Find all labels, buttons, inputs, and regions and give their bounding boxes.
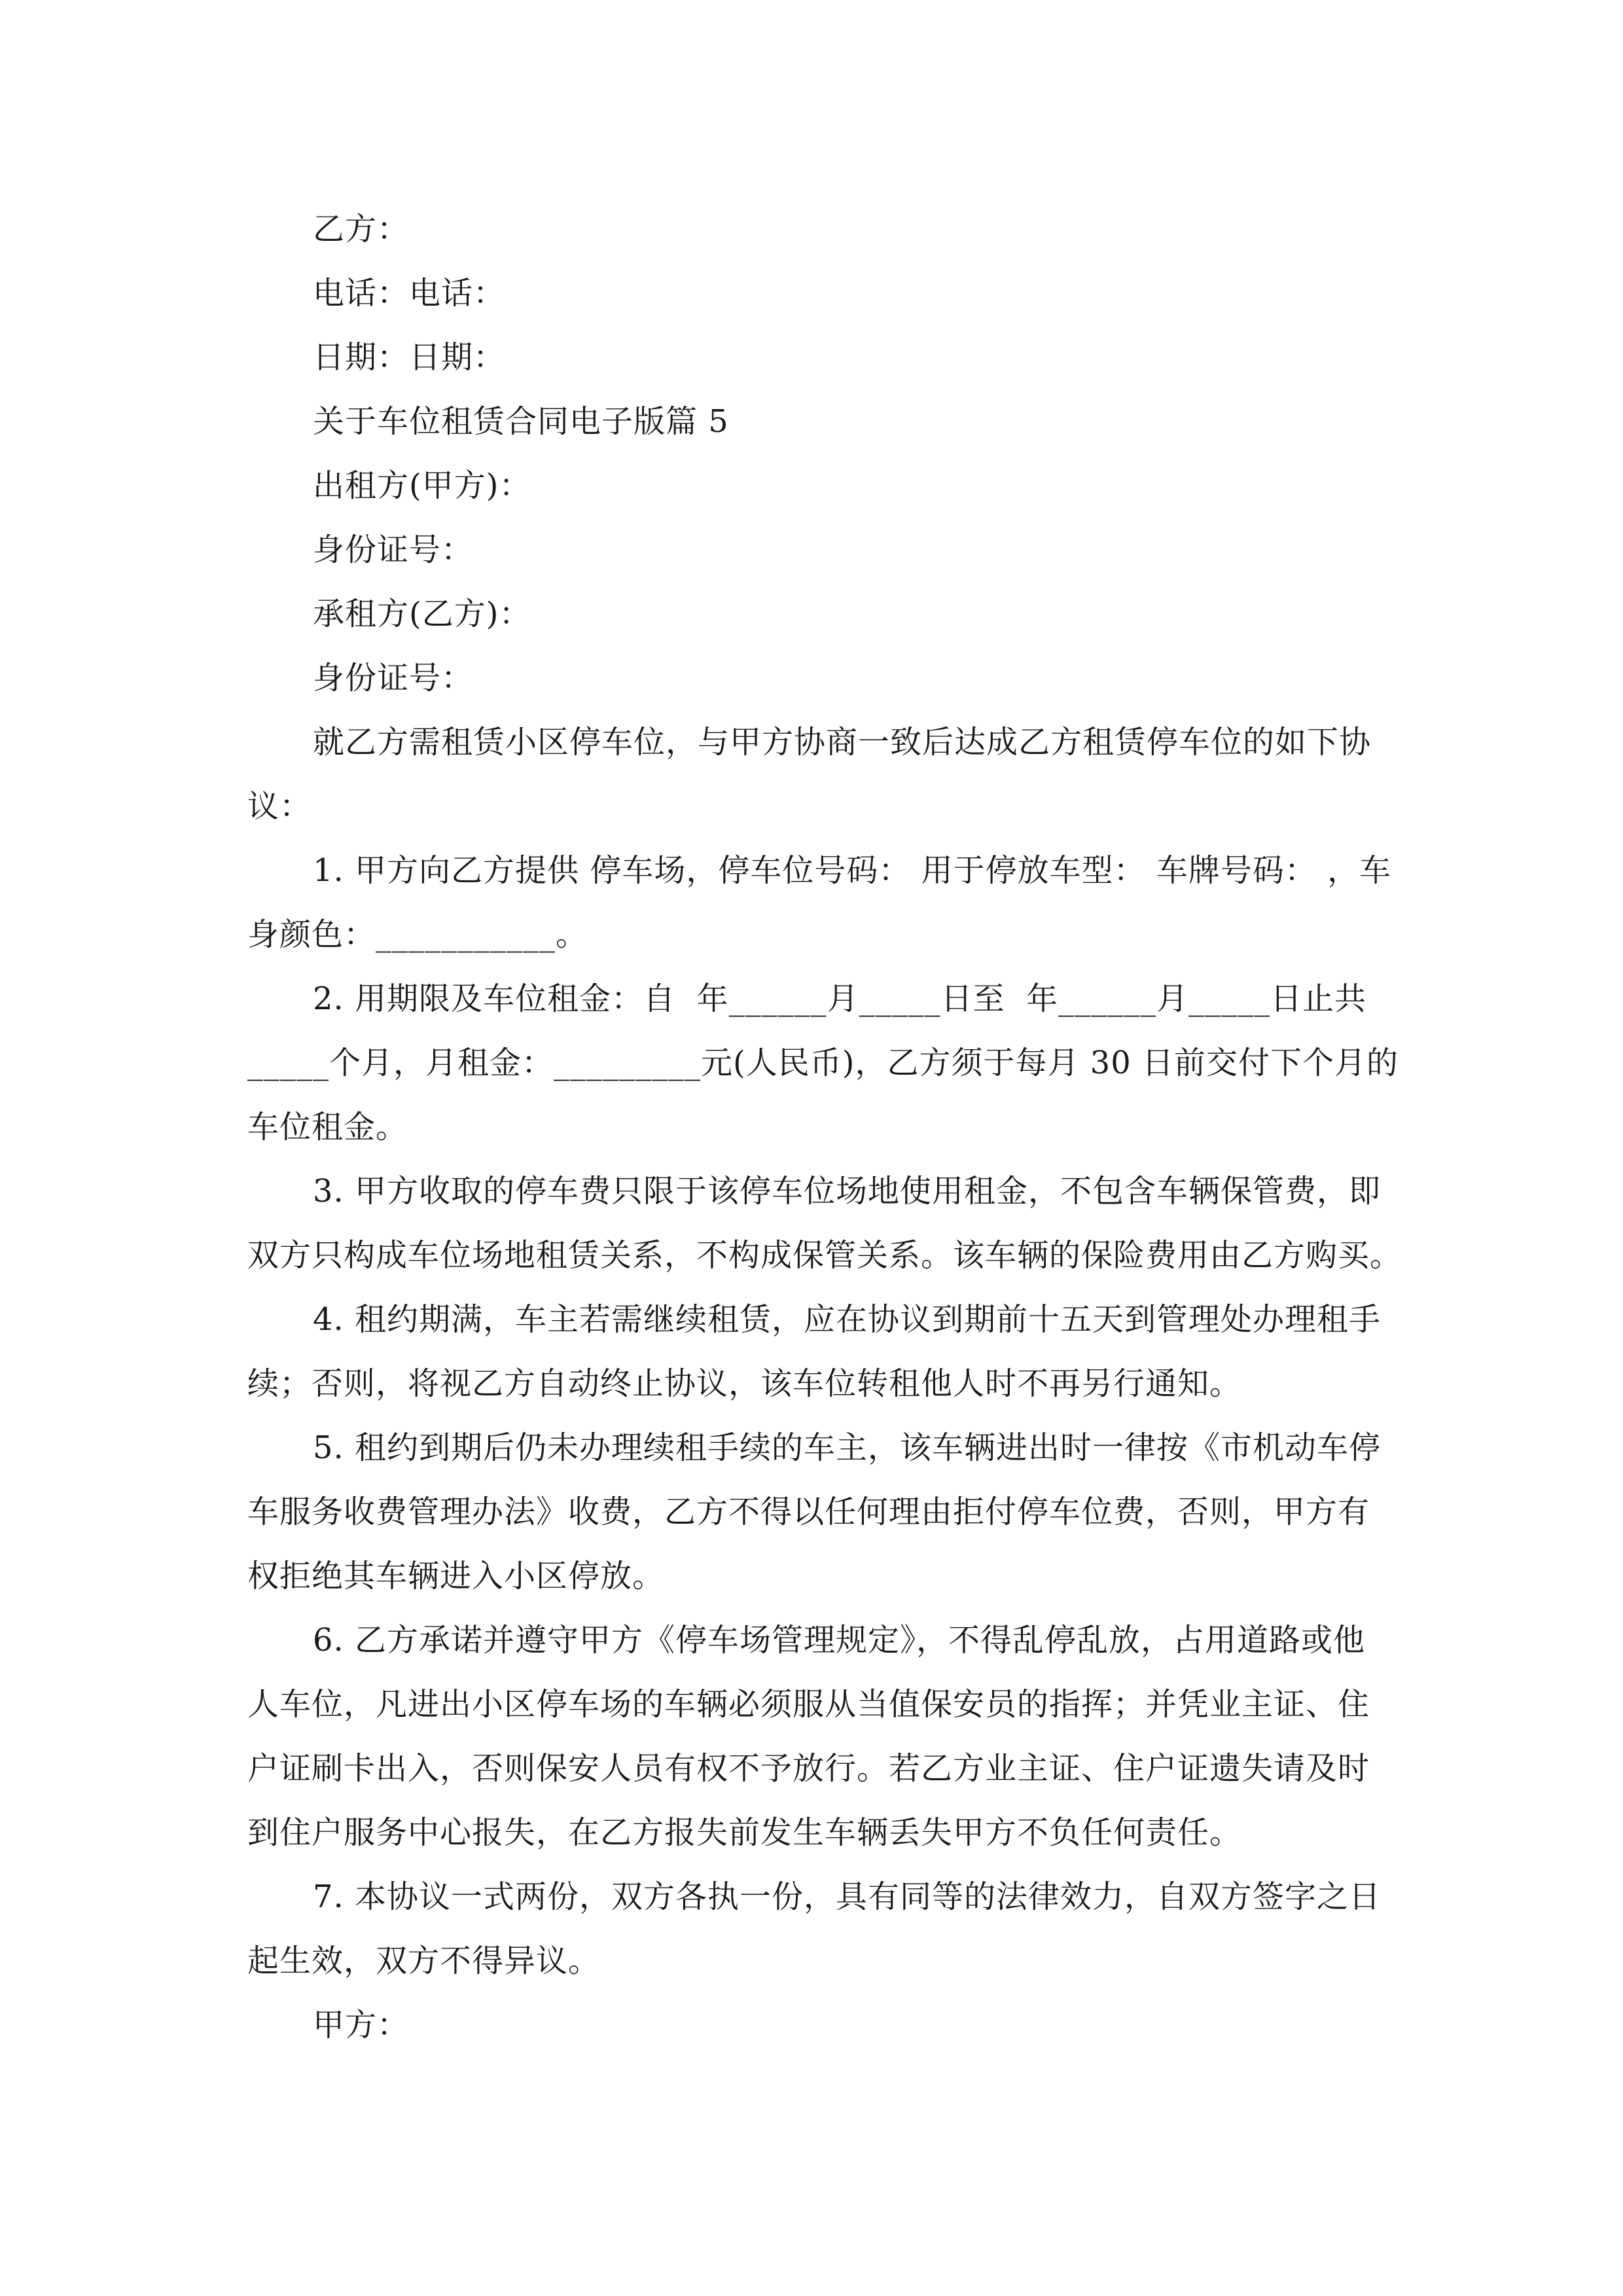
clause-5-line-1: 5. 租约到期后仍未办理续租手续的车主，该车辆进出时一律按《市机动车停 — [313, 1429, 1382, 1466]
clause-6-line-3: 户证刷卡出入，否则保安人员有权不予放行。若乙方业主证、住户证遗失请及时 — [247, 1750, 1370, 1787]
clause-3-line-1: 3. 甲方收取的停车费只限于该停车位场地使用租金，不包含车辆保管费，即 — [313, 1173, 1382, 1210]
clause-6-line-4: 到住户服务中心报失，在乙方报失前发生车辆丢失甲方不负任何责任。 — [247, 1814, 1242, 1851]
clause-7-line-1: 7. 本协议一式两份，双方各执一份，具有同等的法律效力，自双方签字之日 — [313, 1878, 1382, 1915]
clause-2-line-1: 2. 用期限及车位租金：自 年______月_____日至 年______月_____日止共 — [313, 980, 1367, 1017]
clause-2-line-3: 车位租金。 — [247, 1109, 408, 1145]
party-a-signature-label: 甲方： — [313, 2007, 410, 2043]
clause-2-line-2: _____个月，月租金：_________元(人民币)，乙方须于每月 30 日前交付下个月的 — [247, 1045, 1399, 1081]
clause-4-line-1: 4. 租约期满，车主若需继续租赁，应在协议到期前十五天到管理处办理租手 — [313, 1301, 1382, 1338]
lessee-id-label: 身份证号： — [313, 660, 474, 696]
party-b-label: 乙方： — [313, 211, 410, 247]
clause-5-line-2: 车服务收费管理办法》收费，乙方不得以任何理由拒付停车位费，否则，甲方有 — [247, 1494, 1370, 1530]
clause-7-line-2: 起生效，双方不得异议。 — [247, 1943, 601, 1979]
clause-4-line-2: 续；否则，将视乙方自动终止协议，该车位转租他人时不再另行通知。 — [247, 1365, 1242, 1402]
lessor-id-label: 身份证号： — [313, 531, 474, 568]
clause-1-line-2: 身颜色：___________。 — [247, 916, 588, 953]
clause-1-line-1: 1. 甲方向乙方提供 停车场，停车位号码： 用于停放车型： 车牌号码： ，车 — [313, 852, 1392, 889]
lessor-label: 出租方(甲方)： — [313, 467, 531, 504]
clause-6-line-2: 人车位，凡进出小区停车场的车辆必须服从当值保安员的指挥；并凭业主证、住 — [247, 1686, 1370, 1723]
intro-paragraph-line-2: 议： — [247, 788, 312, 825]
lessee-label: 承租方(乙方)： — [313, 596, 531, 632]
date-line: 日期：日期： — [313, 339, 506, 376]
intro-paragraph-line-1: 就乙方需租赁小区停车位，与甲方协商一致后达成乙方租赁停车位的如下协 — [313, 724, 1372, 761]
clause-3-line-2: 双方只构成车位场地租赁关系，不构成保管关系。该车辆的保险费用由乙方购买。 — [247, 1237, 1402, 1274]
phone-line: 电话：电话： — [313, 275, 506, 312]
section-title: 关于车位租赁合同电子版篇 5 — [313, 403, 729, 440]
clause-5-line-3: 权拒绝其车辆进入小区停放。 — [247, 1558, 665, 1594]
clause-6-line-1: 6. 乙方承诺并遵守甲方《停车场管理规定》，不得乱停乱放，占用道路或他 — [313, 1622, 1366, 1659]
